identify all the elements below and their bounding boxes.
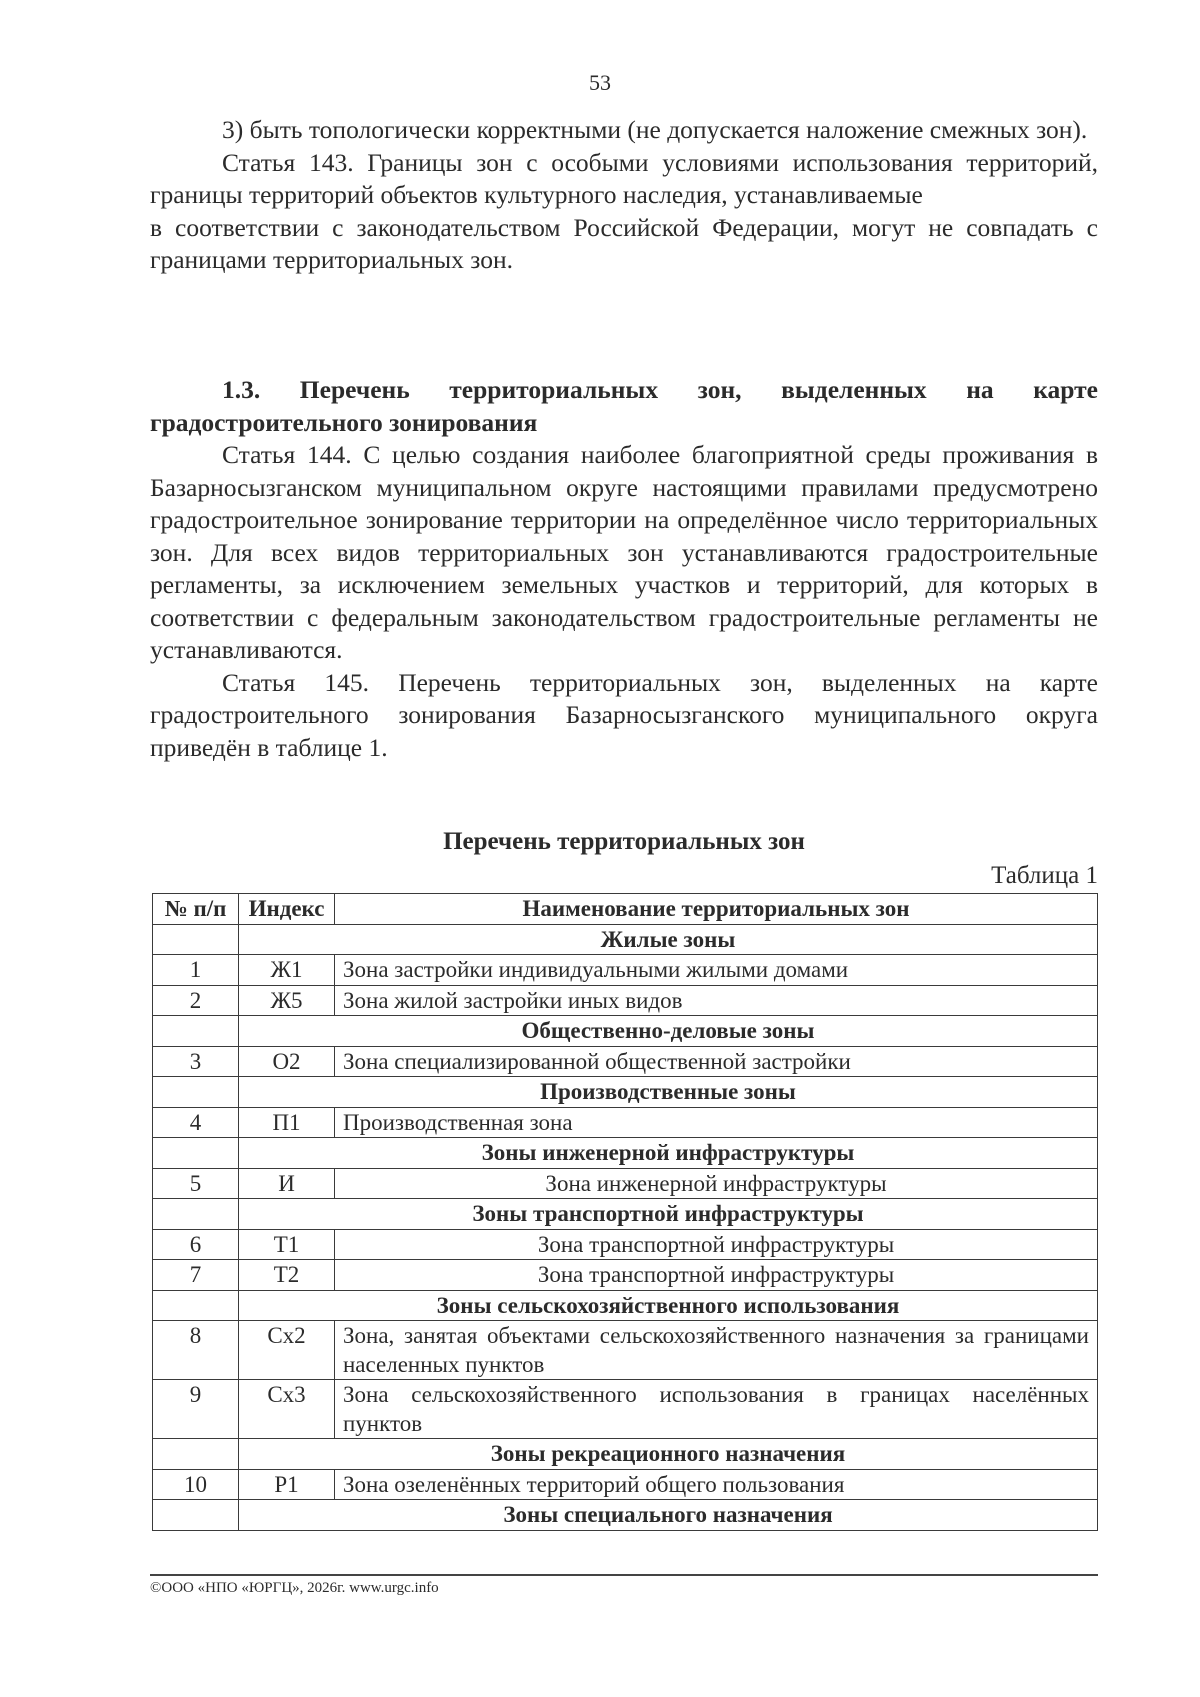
- paragraph-item-3: 3) быть топологически корректными (не допускается наложение смежных зон).: [222, 115, 1088, 144]
- table-row: [153, 1229, 1098, 1260]
- zone-index: П1: [239, 1107, 335, 1138]
- zone-name: Производственная зона: [335, 1107, 1098, 1138]
- zone-name: Зона застройки индивидуальными жилыми домами: [335, 955, 1098, 986]
- table-row: [153, 1168, 1098, 1199]
- zone-name: Зона, занятая объектами сельскохозяйственного назначения за границами населенных пунктов: [335, 1321, 1098, 1380]
- row-number: 3: [153, 1046, 239, 1077]
- group-title: Производственные зоны: [239, 1077, 1098, 1108]
- paragraph-article-143: Статья 143. Границы зон с особыми условиями использования территорий, границы территорий объектов культурного наследия, устанавливаемые: [150, 147, 1098, 209]
- group-empty-cell: [153, 1500, 239, 1531]
- table-row: [153, 1260, 1098, 1291]
- group-title: Зоны инженерной инфраструктуры: [239, 1138, 1098, 1169]
- group-empty-cell: [153, 1077, 239, 1108]
- group-title: Зоны сельскохозяйственного использования: [239, 1290, 1098, 1321]
- table-label: Таблица 1: [991, 862, 1098, 889]
- row-number: 4: [153, 1107, 239, 1138]
- group-empty-cell: [153, 924, 239, 955]
- group-title: Зоны рекреационного назначения: [239, 1439, 1098, 1470]
- group-empty-cell: [153, 1199, 239, 1230]
- zones-table-body: [153, 924, 1098, 1530]
- table-row: [153, 1380, 1098, 1439]
- article-143-block: [150, 114, 1098, 277]
- group-title: Жилые зоны: [239, 924, 1098, 955]
- group-empty-cell: [153, 1290, 239, 1321]
- zones-table: [152, 893, 1098, 1531]
- table-row: [153, 955, 1098, 986]
- zone-name: Зона озеленённых территорий общего пользования: [335, 1469, 1098, 1500]
- group-empty-cell: [153, 1138, 239, 1169]
- zone-index: Т1: [239, 1229, 335, 1260]
- table-row: [153, 1107, 1098, 1138]
- zone-name: Зона инженерной инфраструктуры: [335, 1168, 1098, 1199]
- zone-index: О2: [239, 1046, 335, 1077]
- paragraph-article-144: Статья 144. С целью создания наиболее благоприятной среды проживания в Базарносызганском муниципальном округе настоящими правилами предусмотрено градостроительное зонирование территории на определённое число территориальных зон. Для всех видов территориальных зон устанавливаются градостроительные регламенты, за исключением земельных участков и территорий, для которых в соответствии с федеральным законодательством градостроительные регламенты не устанавливаются.: [150, 440, 1098, 664]
- footer-divider: [150, 1574, 1098, 1576]
- zone-index: Сх2: [239, 1321, 335, 1380]
- group-empty-cell: [153, 1439, 239, 1470]
- header-index: Индекс: [239, 894, 335, 925]
- zone-index: Ж5: [239, 985, 335, 1016]
- table-header-row: [153, 894, 1098, 925]
- zone-name: Зона транспортной инфраструктуры: [335, 1260, 1098, 1291]
- table-group-row: [153, 1077, 1098, 1108]
- section-heading: 1.3. Перечень территориальных зон, выделенных на карте градостроительного зонирования: [150, 375, 1098, 437]
- zone-index: Р1: [239, 1469, 335, 1500]
- zone-index: И: [239, 1168, 335, 1199]
- zone-index: Ж1: [239, 955, 335, 986]
- section-1-3-block: [150, 374, 1098, 764]
- row-number: 10: [153, 1469, 239, 1500]
- table-group-row: [153, 1138, 1098, 1169]
- footer-copyright: ©ООО «НПО «ЮРГЦ», 2026г. www.urgc.info: [150, 1580, 439, 1596]
- group-title: Зоны транспортной инфраструктуры: [239, 1199, 1098, 1230]
- zone-name: Зона транспортной инфраструктуры: [335, 1229, 1098, 1260]
- row-number: 5: [153, 1168, 239, 1199]
- table-row: [153, 1469, 1098, 1500]
- table-group-row: [153, 924, 1098, 955]
- paragraph-article-143-continued: в соответствии с законодательством Российской Федерации, могут не совпадать с границами территориальных зон.: [150, 212, 1098, 274]
- zone-name: Зона специализированной общественной застройки: [335, 1046, 1098, 1077]
- table-row: [153, 985, 1098, 1016]
- group-title: Зоны специального назначения: [239, 1500, 1098, 1531]
- group-empty-cell: [153, 1016, 239, 1047]
- paragraph-article-145: Статья 145. Перечень территориальных зон, выделенных на карте градостроительного зонирования Базарносызганского муниципального округа приведён в таблице 1.: [150, 667, 1098, 762]
- row-number: 1: [153, 955, 239, 986]
- table-group-row: [153, 1016, 1098, 1047]
- zone-index: Т2: [239, 1260, 335, 1291]
- table-group-row: [153, 1500, 1098, 1531]
- table-group-row: [153, 1290, 1098, 1321]
- zone-index: Сх3: [239, 1380, 335, 1439]
- table-group-row: [153, 1199, 1098, 1230]
- page-number: 53: [589, 70, 611, 95]
- group-title: Общественно-деловые зоны: [239, 1016, 1098, 1047]
- table-row: [153, 1321, 1098, 1380]
- table-group-row: [153, 1439, 1098, 1470]
- header-zone-name: Наименование территориальных зон: [335, 894, 1098, 925]
- header-number: № п/п: [153, 894, 239, 925]
- zone-name: Зона жилой застройки иных видов: [335, 985, 1098, 1016]
- table-row: [153, 1046, 1098, 1077]
- row-number: 7: [153, 1260, 239, 1291]
- row-number: 2: [153, 985, 239, 1016]
- zone-name: Зона сельскохозяйственного использования в границах населённых пунктов: [335, 1380, 1098, 1439]
- row-number: 6: [153, 1229, 239, 1260]
- row-number: 9: [153, 1380, 239, 1439]
- table-title: Перечень территориальных зон: [443, 828, 805, 855]
- row-number: 8: [153, 1321, 239, 1380]
